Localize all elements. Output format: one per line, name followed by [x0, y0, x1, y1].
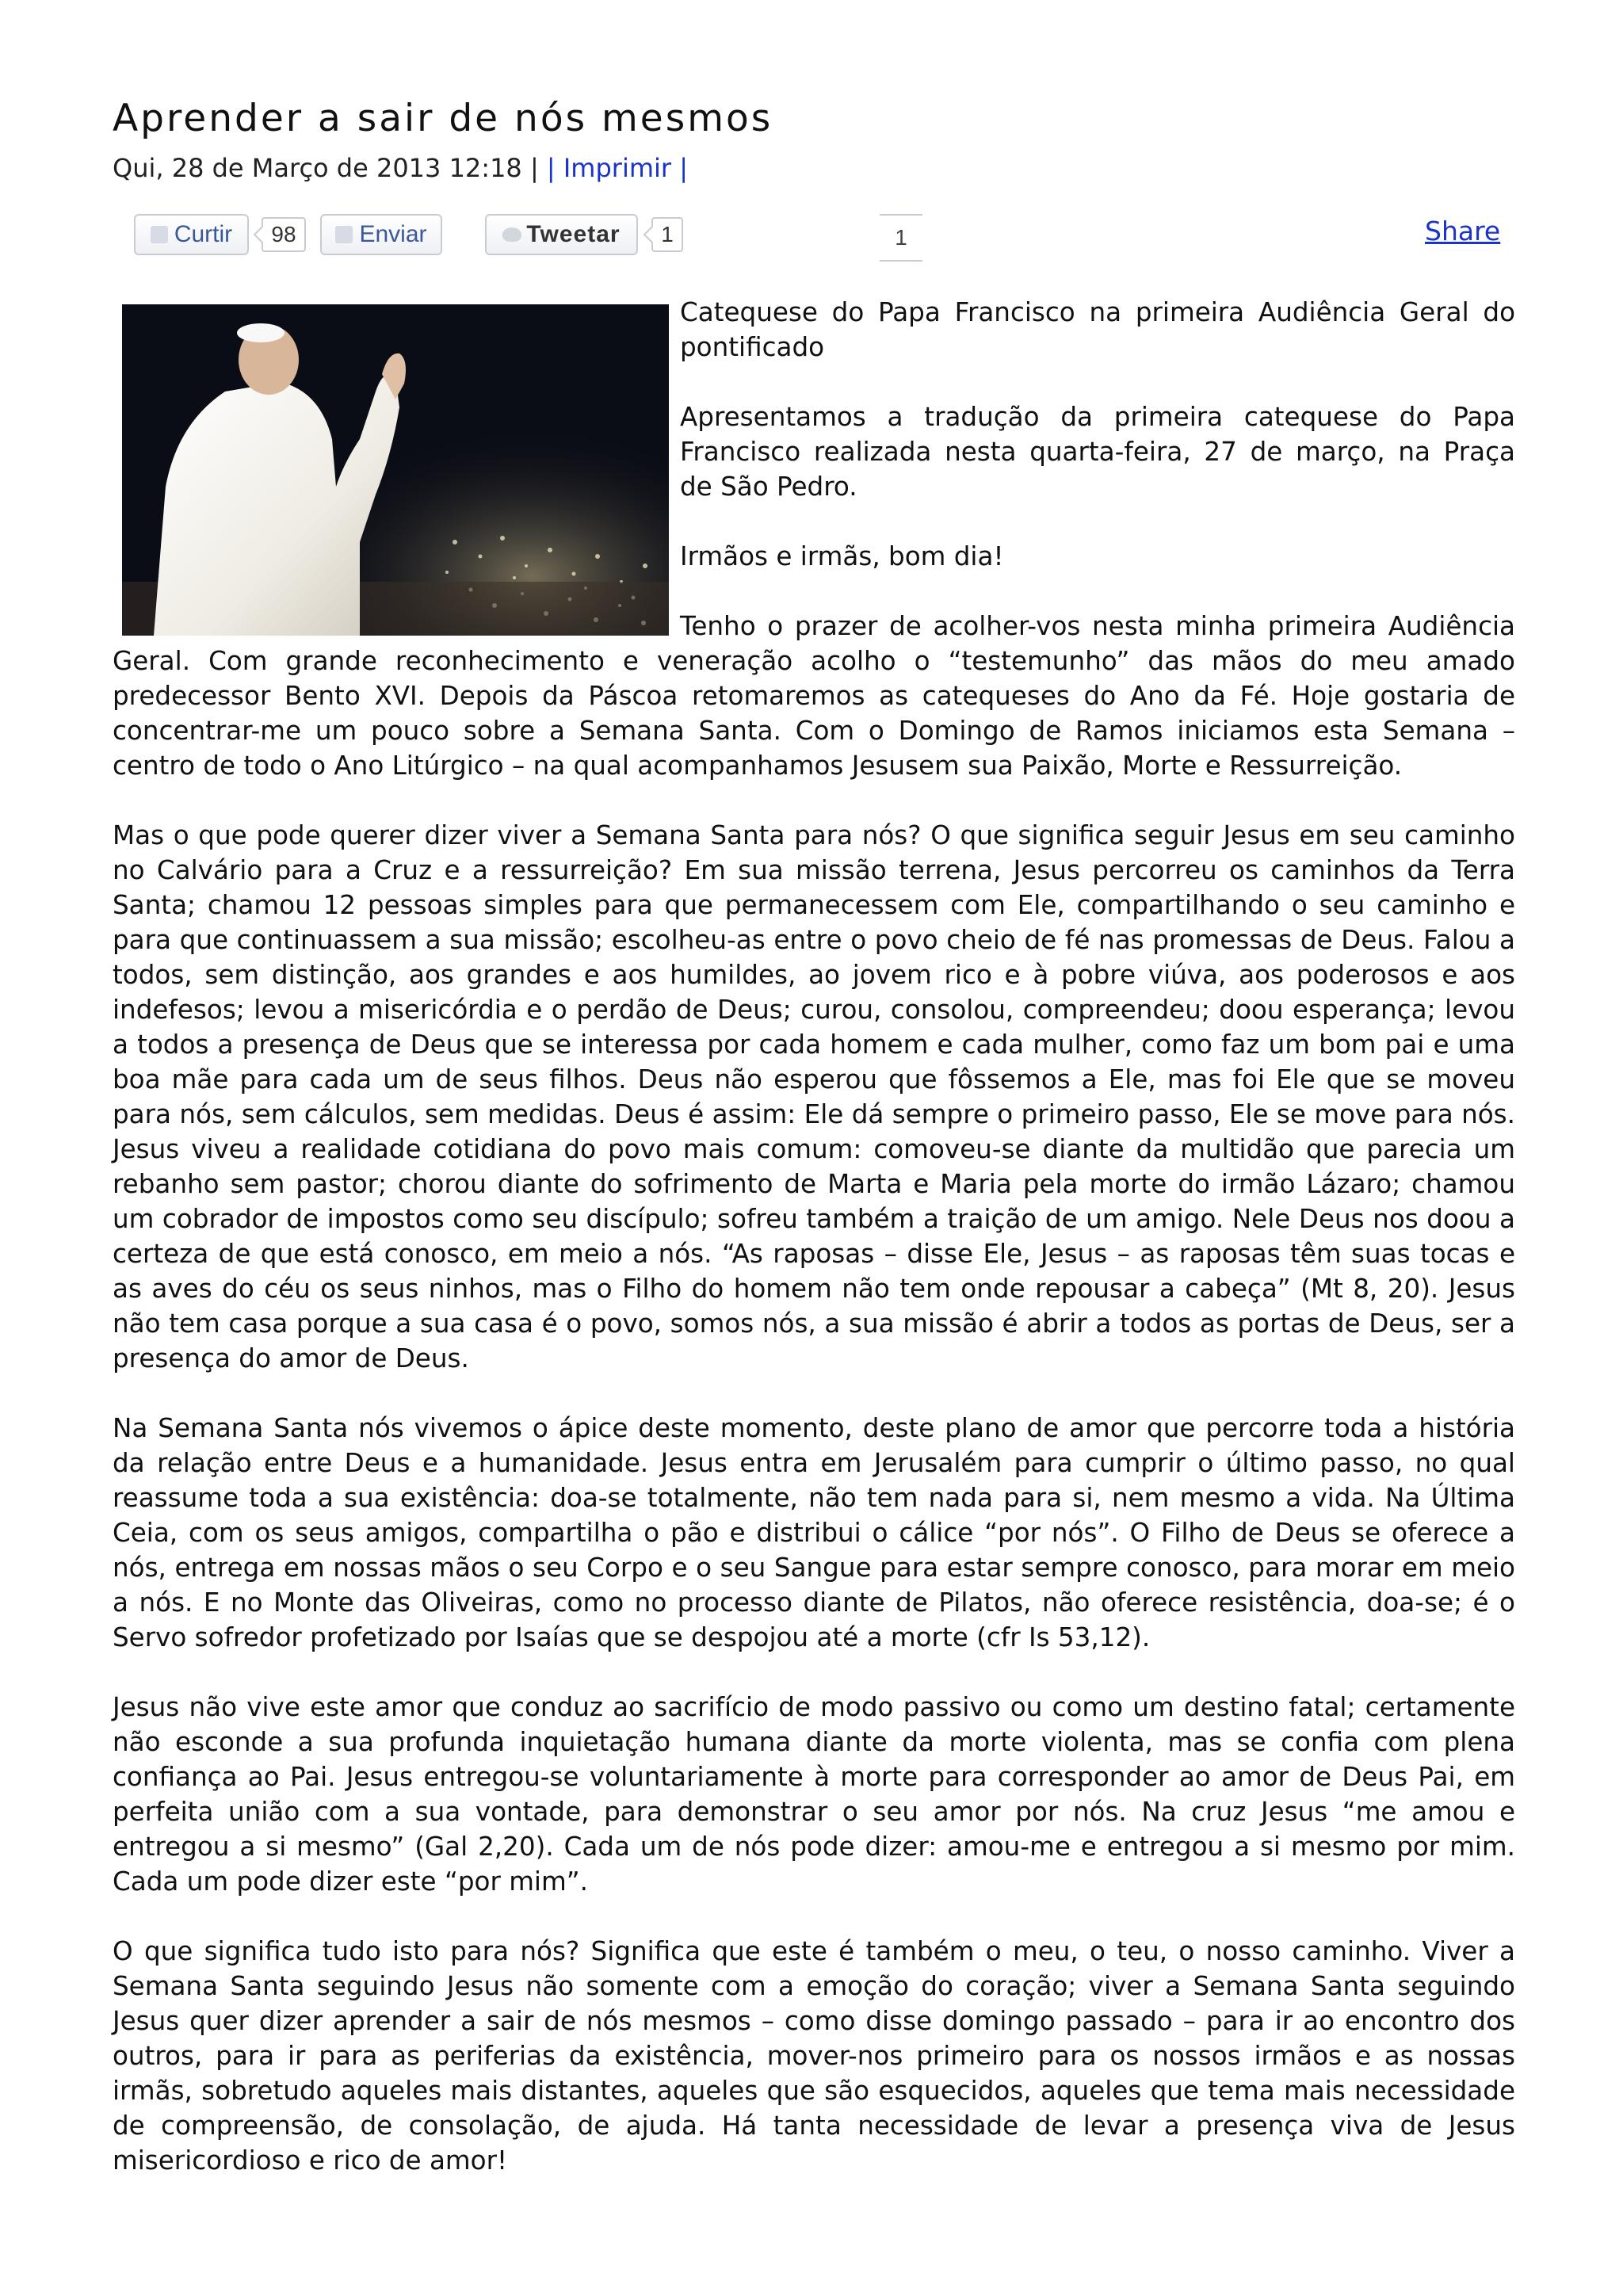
send-label: Enviar	[359, 221, 427, 247]
article-paragraph: Na Semana Santa nós vivemos o ápice deste momento, deste plano de amor que percorre toda a história da relação entre Deus e a humanidade. Jesus entra em Jerusalém para cumprir o último passo, no qual reassume toda a sua existência: doa-se totalmente, não tem nada para si, nem mesmo a vida. Na Última Ceia, com os seus amigos, compartilha o pão e distribui o cálice “por nós”. O Filho de Deus se oferece a nós, entrega em nossas mãos o seu Corpo e o seu Sangue para estar sempre conosco, para morar em meio a nós. E no Monte das Oliveiras, como no processo diante de Pilatos, não oferece resistência, doa-se; é o Servo sofredor profetizado por Isaías que se despojou até a morte (cfr Is 53,12).	[113, 1413, 1515, 1652]
like-label: Curtir	[174, 221, 233, 247]
article-meta	[113, 151, 1515, 185]
article-body	[113, 295, 1515, 2178]
social-bar	[113, 214, 1515, 262]
send-button[interactable]	[320, 214, 442, 255]
photo-illustration	[122, 304, 669, 636]
article-title: Aprender a sair de nós mesmos	[113, 97, 773, 140]
tweet-label: Tweetar	[526, 221, 621, 247]
tweet-count: 1	[651, 217, 683, 252]
article-photo	[122, 304, 669, 636]
print-link[interactable]: | Imprimir |	[546, 153, 688, 183]
share-link[interactable]: Share	[1425, 216, 1501, 246]
like-count: 98	[262, 217, 306, 252]
article-date: Qui, 28 de Março de 2013 12:18	[113, 153, 522, 183]
article-paragraph: Catequese do Papa Francisco na primeira Audiência Geral do pontificado	[680, 297, 1515, 362]
plusone-count[interactable]: 1	[880, 214, 922, 262]
facebook-send-icon	[335, 226, 353, 243]
facebook-like-icon	[151, 226, 168, 243]
article-paragraph: Irmãos e irmãs, bom dia!	[680, 541, 1004, 571]
article-paragraph: Apresentamos a tradução da primeira catequese do Papa Francisco realizada nesta quarta-feira, 27 de março, na Praça de São Pedro.	[680, 402, 1515, 502]
like-button[interactable]	[134, 214, 249, 255]
meta-separator: |	[521, 153, 547, 183]
article-paragraph: Mas o que pode querer dizer viver a Semana Santa para nós? O que significa seguir Jesus em seu caminho no Calvário para a Cruz e a ressurreição? Em sua missão terrena, Jesus percorreu os caminhos da Terra Santa; chamou 12 pessoas simples para que permanecessem com Ele, compartilhando o seu caminho e para que continuassem a sua missão; escolheu-as entre o povo cheio de fé nas promessas de Deus. Falou a todos, sem distinção, aos grandes e aos humildes, ao jovem rico e à pobre viúva, aos poderosos e aos indefesos; levou a misericórdia e o perdão de Deus; curou, consolou, compreendeu; doou esperança; levou a todos a presença de Deus que se interessa por cada homem e cada mulher, como faz um bom pai e uma boa mãe para cada um de seus filhos. Deus não esperou que fôssemos a Ele, mas foi Ele que se moveu para nós, sem cálculos, sem medidas. Deus é assim: Ele dá sempre o primeiro passo, Ele se move para nós. Jesus viveu a realidade cotidiana do povo mais comum: comoveu-se diante da multidão que parecia um rebanho sem pastor; chorou diante do sofrimento de Marta e Maria pela morte do irmão Lázaro; chamou um cobrador de impostos como seu discípulo; sofreu também a traição de um amigo. Nele Deus nos doou a certeza de que está conosco, em meio a nós. “As raposas – disse Ele, Jesus – as raposas têm suas tocas e as aves do céu os seus ninhos, mas o Filho do homem não tem onde repousar a cabeça” (Mt 8, 20). Jesus não tem casa porque a sua casa é o povo, somos nós, a sua missão é abrir a todos as portas de Deus, ser a presença do amor de Deus.	[113, 820, 1515, 1373]
article-page	[113, 95, 1515, 2213]
tweet-button[interactable]	[485, 214, 638, 255]
article-paragraph: O que significa tudo isto para nós? Significa que este é também o meu, o teu, o nosso caminho. Viver a Semana Santa seguindo Jesus não somente com a emoção do coração; viver a Semana Santa seguindo Jesus quer dizer aprender a sair de nós mesmos – como disse domingo passado – para ir ao encontro dos outros, para ir para as periferias da existência, mover-nos primeiro para os nossos irmãos e as nossas irmãs, sobretudo aqueles mais distantes, aqueles que são esquecidos, aqueles que tema mais necessidade de compreensão, de consolação, de ajuda. Há tanta necessidade de levar a presença viva de Jesus misericordioso e rico de amor!	[113, 1936, 1515, 2176]
twitter-bird-icon	[502, 227, 521, 242]
article-paragraph: Jesus não vive este amor que conduz ao sacrifício de modo passivo ou como um destino fatal; certamente não esconde a sua profunda inquietação humana diante da morte violenta, mas se confia com plena confiança ao Pai. Jesus entregou-se voluntariamente à morte para corresponder ao amor de Deus Pai, em perfeita união com a sua vontade, para demonstrar o seu amor por nós. Na cruz Jesus “me amou e entregou a si mesmo” (Gal 2,20). Cada um de nós pode dizer: amou-me e entregou a si mesmo por mim. Cada um pode dizer este “por mim”.	[113, 1692, 1515, 1897]
article-paragraph: Tenho o prazer de acolher-vos nesta minha primeira Audiência Geral. Com grande reconhecimento e veneração acolho o “testemunho” das mãos do meu amado predecessor Bento XVI. Depois da Páscoa retomaremos as catequeses do Ano da Fé. Hoje gostaria de concentrar-me um pouco sobre a Semana Santa. Com o Domingo de Ramos iniciamos esta Semana – centro de todo o Ano Litúrgico – na qual acompanhamos Jesusem sua Paixão, Morte e Ressurreição.	[113, 611, 1515, 781]
